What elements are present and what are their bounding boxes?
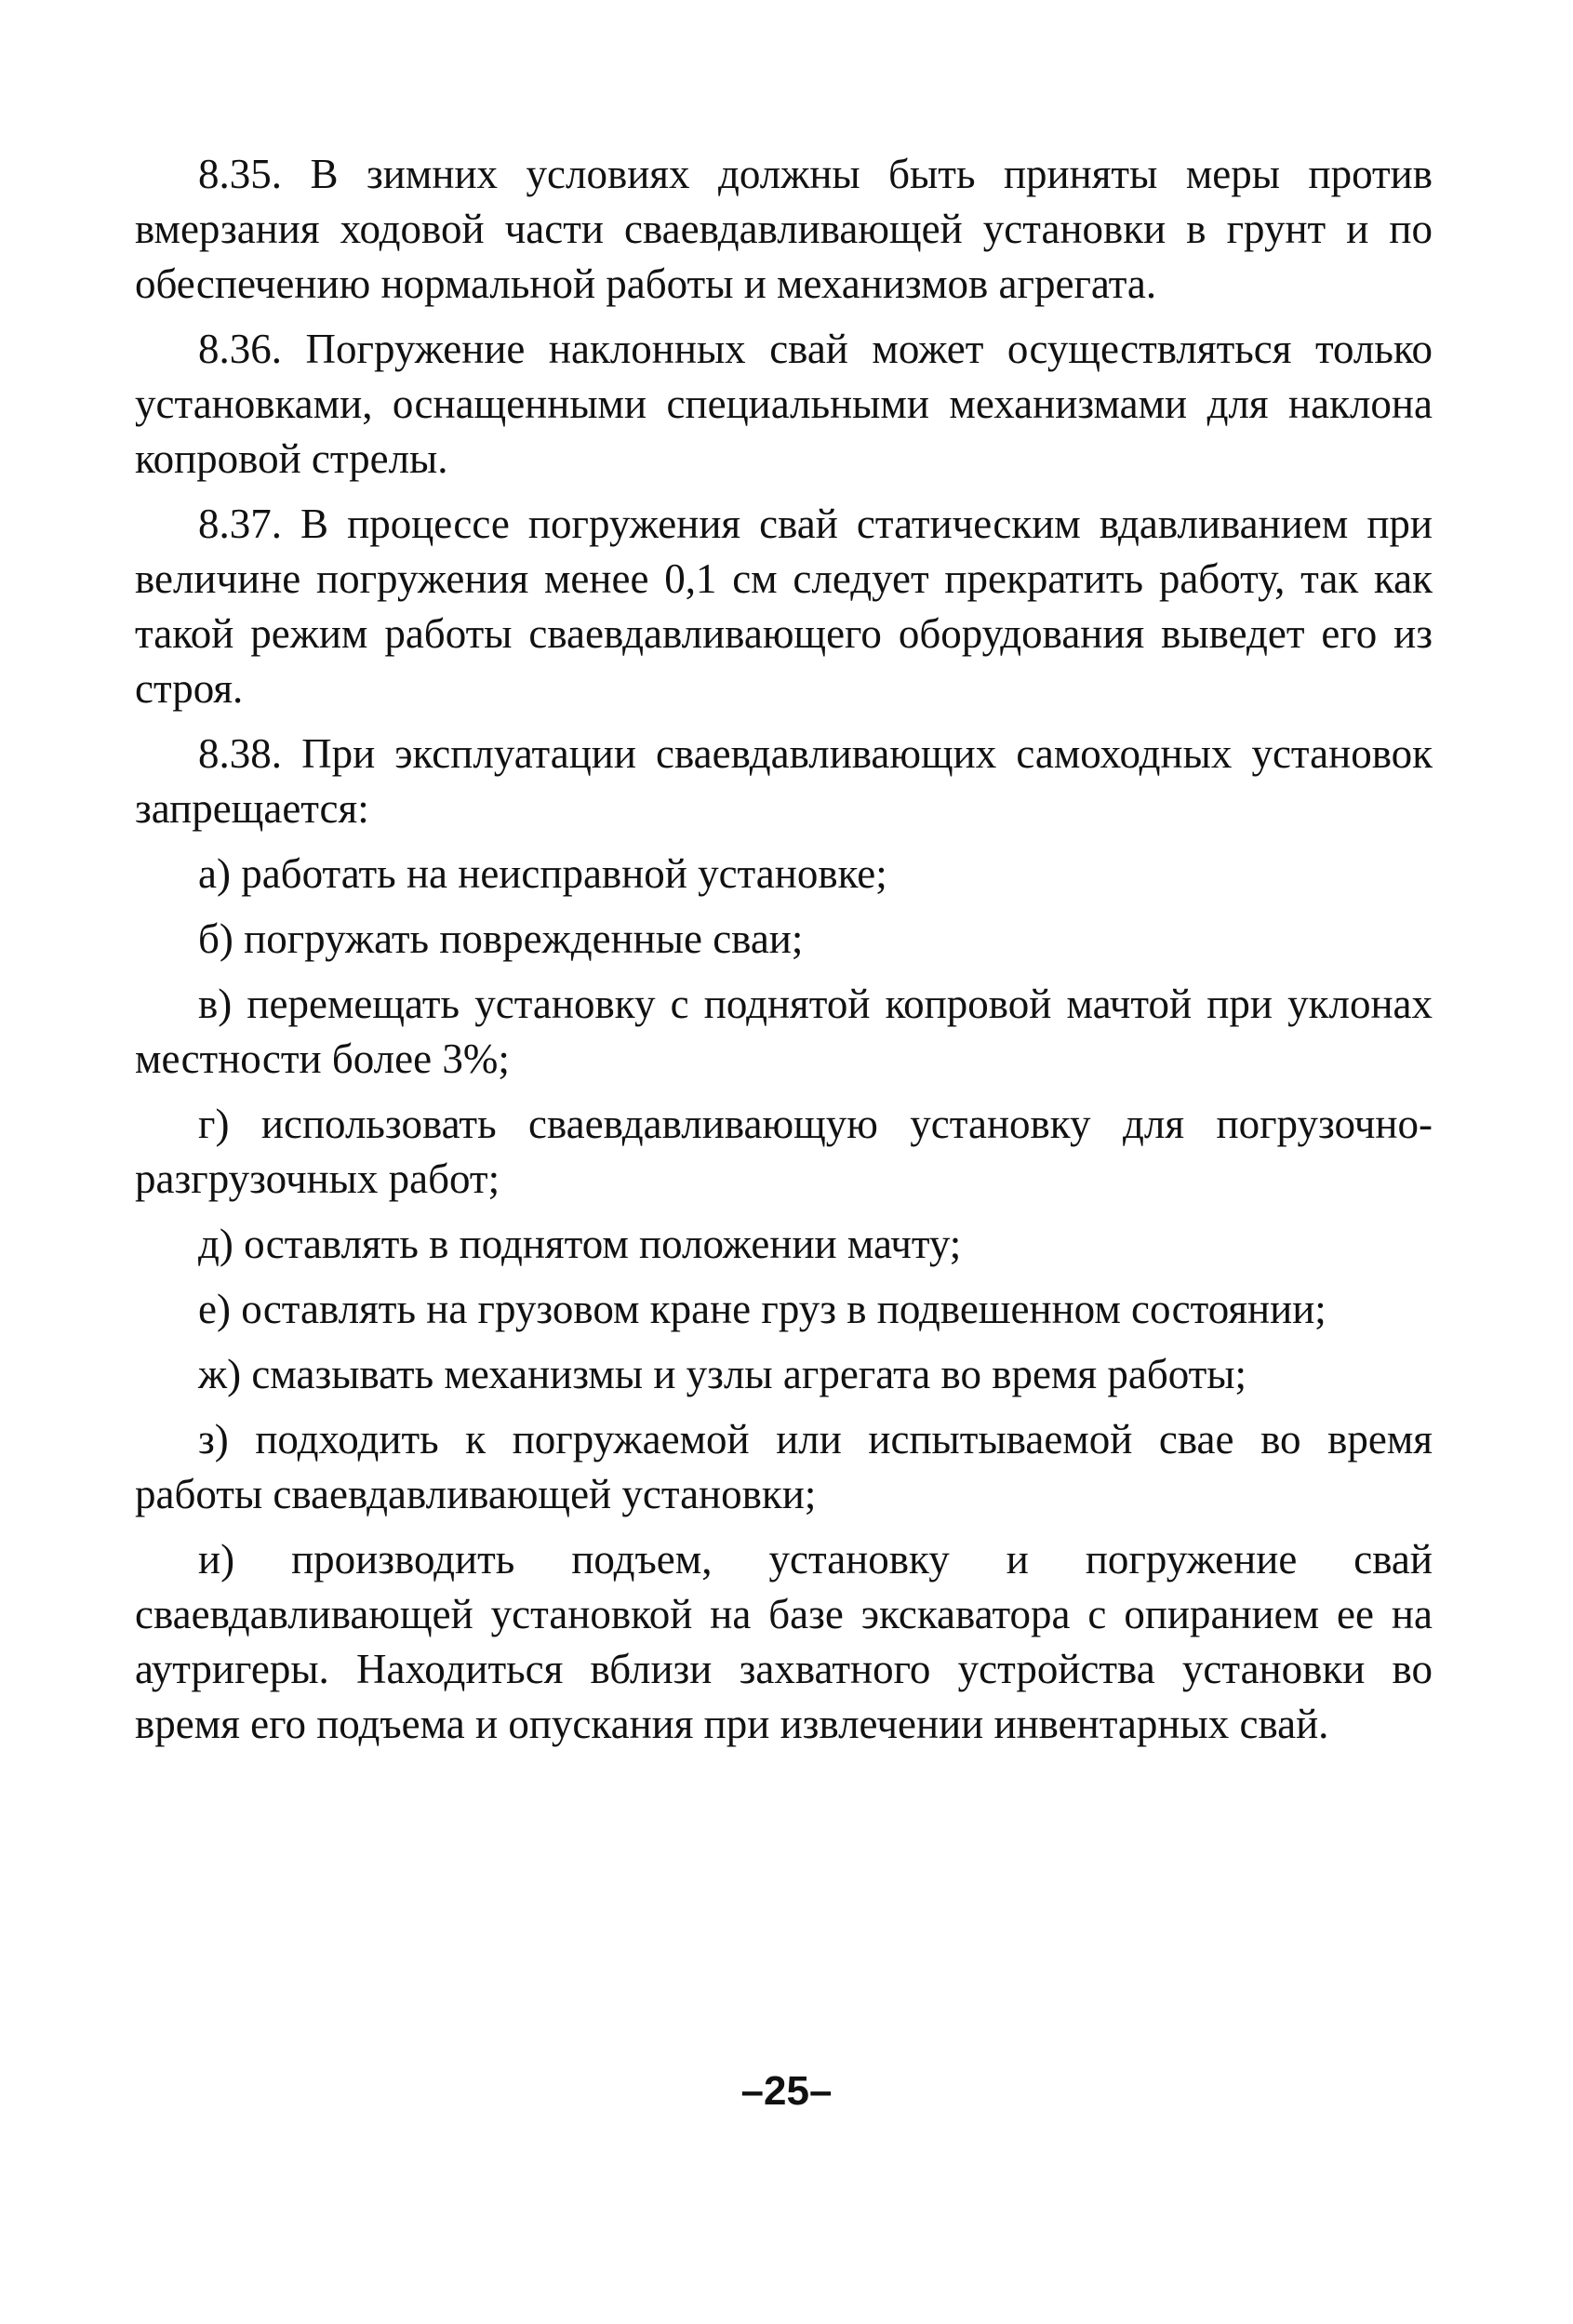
list-item-a: а) работать на неисправной установке; bbox=[198, 850, 887, 897]
list-item-b: б) погружать поврежденные сваи; bbox=[198, 915, 804, 962]
list-item-d: д) оставлять в поднятом положении мачту; bbox=[198, 1221, 962, 1267]
document-body bbox=[135, 147, 1433, 1762]
list-item-zh: ж) смазывать механизмы и узлы агрегата во время работы; bbox=[198, 1351, 1247, 1397]
paragraph-8-36: 8.36. Погружение наклонных свай может осуществляться только установками, оснащенными специальными механизмами для наклона копровой стрелы. bbox=[135, 326, 1433, 482]
paragraph-8-35: 8.35. В зимних условиях должны быть приняты меры против вмерзания ходовой части сваевдавливающей установки в грунт и по обеспечению нормальной работы и механизмов агрегата. bbox=[135, 151, 1433, 307]
page-number: –25– bbox=[740, 2068, 833, 2114]
list-item-i: и) производить подъем, установку и погружение свай сваевдавливающей установкой на базе экскаватора с опиранием ее на аутригеры. Находиться вблизи захватного устройства установки во время его подъема и опускания при извлечении инвентарных свай. bbox=[135, 1536, 1433, 1747]
list-item-e: е) оставлять на грузовом кране груз в подвешенном состоянии; bbox=[198, 1286, 1326, 1332]
paragraph-8-38: 8.38. При эксплуатации сваевдавливающих самоходных установок запрещается: bbox=[135, 730, 1433, 832]
paragraph-8-37: 8.37. В процессе погружения свай статическим вдавливанием при величине погружения менее 0,1 см следует прекратить работу, так как такой режим работы сваевдавливающего оборудования выведет его из строя. bbox=[135, 501, 1433, 712]
list-item-z: з) подходить к погружаемой или испытываемой свае во время работы сваевдавливающей установки; bbox=[135, 1416, 1433, 1517]
list-item-g: г) использовать сваевдавливающую установку для погрузочно-разгрузочных работ; bbox=[135, 1101, 1433, 1202]
list-item-v: в) перемещать установку с поднятой копровой мачтой при уклонах местности более 3%; bbox=[135, 981, 1433, 1082]
